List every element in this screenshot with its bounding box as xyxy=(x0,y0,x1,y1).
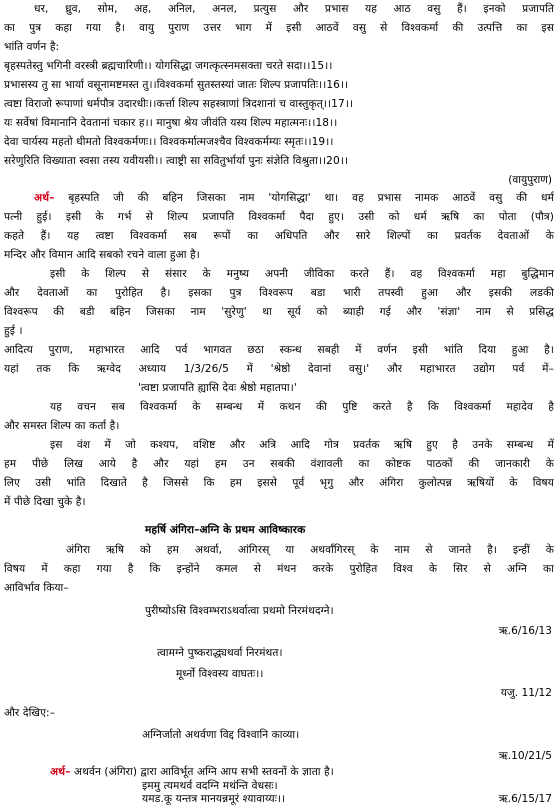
verse-rigveda-10-21-5: अग्निर्जातो अथर्वणा विद्द विश्वानि काव्या। xyxy=(142,729,300,741)
verse-yajur-line-1: त्वामग्ने पुष्कराद्ध्यथर्वा निरमंथत। xyxy=(157,647,283,659)
shloka-19: देवा चार्यस्य महतो धीमतो विश्वकर्मणः।। विश्वकर्मात्मजश्चैव विश्वकर्मम्यः स्मृतः।।19।। xyxy=(4,136,334,148)
meaning-line-7: विश्वरूप की बडी बहिन जिसका नाम 'सुरेणु' था सूर्य को ब्याही गई और 'संज्ञा' नाम से प्रसिद्ध xyxy=(4,306,554,318)
meaning-atharvan: अर्थ– अथर्वन (अंगिरा) द्वारा आविर्भूत अग्नि आप सभी स्तवनों के ज्ञाता है। xyxy=(50,766,334,778)
meaning-line-5: इसी के शिल्प से संसार के मनुष्य अपनी जीविका करते हैं। वह विश्वकर्मा महा बुद्धिमान xyxy=(50,268,554,280)
meaning-line-15: हम पीछे लिख आये है और यहां हम उन सबकी वंशावली का कोष्टक पाठकों की जानकारी के xyxy=(4,458,554,470)
shloka-20: सरेणुरिति विख्याता स्वसा तस्य यवीयसी।। त्वाष्ट्री सा सवितुर्भार्या पुनः संज्ञेति विश्रुता।।20।। xyxy=(4,155,349,167)
meaning-line-4: मन्दिर और विमान आदि सबको रचने वाला हुआ है। xyxy=(4,249,200,261)
verse-rigveda-6-15-17-line-2: यमड.कू यन्तत्र मानयन्नमूरं श्यावाय्यः।। xyxy=(142,793,286,805)
meaning-line-8: हुई । xyxy=(4,325,23,337)
verse-yajur-line-2: मूर्ध्नो विश्वस्य वाघतः।। xyxy=(176,668,264,680)
see-also: और देखिए:– xyxy=(4,707,56,719)
ref-rigveda-6-15-17: ऋ.6/15/17 xyxy=(498,793,552,805)
shloka-17: त्वष्टा विराजो रूपाणां धर्मपौत्र उदारधीः।।कर्त्ता शिल्प सहस्त्राणां त्रिदशानां च वास्तुकृत्।।17।। xyxy=(4,98,354,110)
angira-line-2: विषय में कहा गया है कि इन्होंने कमल से मंथन करके पुरोहित विश्व के सिर से अग्नि का xyxy=(4,563,554,575)
meaning-line-13: और समस्त शिल्प का कर्ता है। xyxy=(4,420,120,432)
meaning-line-9: आदित्य पुराण, महाभारत आदि पर्व भागवत छठा स्कन्ध सबही में वर्णन इसी भांति दिया हुआ है। xyxy=(4,344,554,356)
section-heading: महर्षि अंगिरा–अग्नि के प्रथम आविष्कारक xyxy=(145,524,306,536)
verse-rigveda-6-16-13: पुरीष्योऽसि विश्वम्भराऽथर्वात्वा प्रथमो निरमंथदग्ने। xyxy=(145,605,334,617)
meaning-line-1: अर्थ– बृहस्पति जी की बहिन जिसका नाम 'योगसिद्धा' था। वह प्रभास नामक आठवें वसु की धर्म xyxy=(34,192,554,204)
meaning-line-6: और देवताओं का पुरोहित है। इसका पुत्र विश्वरूप बडा भारी तपस्वी हुआ और इसकी लडकी xyxy=(4,287,554,299)
shloka-18: यः सर्वेषां विमानानि देवतानां चकार ह।। मानुषा श्रेय जीवंति यस्य शिल्प महात्मनः।।18।। xyxy=(4,117,338,129)
meaning-line-2: पत्नी हुई। इसी के गर्भ से शिल्प प्रजापति विश्वकर्मा पैदा हुए। उसी को धर्म ऋषि का पोता (पौत्र) xyxy=(4,211,554,223)
intro-line-3: भांति वर्णन है: xyxy=(4,41,60,53)
meaning-label: अर्थ– xyxy=(34,192,55,204)
intro-line-2: का पुत्र कहा गया है। वायु पुराण उत्तर भाग में इसी आठवें वसु से विश्वकर्मा की उत्पत्ति का इस xyxy=(4,22,554,34)
meaning-line-3: कहते हैं। यह त्वष्टा विश्वकर्मा सब रूपों का अधिपति और सारे शिल्पों का प्रवर्तक देवताओं के xyxy=(4,230,554,242)
ref-yajur-11-12: यजु. 11/12 xyxy=(500,687,552,699)
ref-rigveda-6-16-13: ऋ.6/16/13 xyxy=(498,625,552,637)
source-vayu-purana: (वायुपुराण) xyxy=(508,174,552,186)
intro-line-1: धर, ध्रुव, सोम, अह, अनिल, अनल, प्रत्युस और प्रभास यह आठ वसु हैं। इनको प्रजापति xyxy=(34,3,554,15)
angira-line-3: आविर्भाव किया– xyxy=(4,582,69,594)
mahabharat-quote: 'त्वष्टा प्रजापति ह्यासि देवः श्रेष्ठो महातपा।' xyxy=(138,382,297,394)
verse-rigveda-6-15-17-line-1: इममु त्यमथर्व वदग्नि मथंन्ति वेधसः। xyxy=(142,780,278,792)
meaning-line-16: लिए उसी भांति दिखाते है जिससे कि हम इससे पूर्व भृगु और अंगिरा कुलोत्पन्न ऋषियों के विषय xyxy=(4,477,554,489)
meaning-line-10: यहां तक कि ऋग्वेद अध्याय 1/3/26/5 में 'श्रेष्ठो देवानां वसु।' और महाभारत उद्योग पर्व में– xyxy=(4,363,554,375)
shloka-15: बृहस्पतेस्तु भगिनी वरस्त्री ब्रह्मचारिणी।। योगसिद्धा जगत्कृत्स्नमसक्ता चरते सदा।।15।। xyxy=(4,60,333,72)
shloka-16: प्रभासस्य तु सा भार्या वसूनामष्टमस्त तु।।विश्वकर्मा सुतस्तस्यां जातः शिल्प प्रजापतिः।।16।। xyxy=(4,79,349,91)
angira-line-1: अंगिरा ऋषि को हम अथर्वा, आंगिरस् या अथर्वांगिरस् के नाम से जानते है। इन्हीं के xyxy=(66,544,554,556)
ref-rigveda-10-21-5: ऋ.10/21/5 xyxy=(498,750,552,762)
meaning-line-17: में पीछे दिखा चुके है। xyxy=(4,496,86,508)
meaning-label-2: अर्थ– xyxy=(50,766,71,778)
meaning-line-12: यह वचन सब विश्वकर्मा के सम्बन्ध में कथन की पुष्टि करते है कि विश्वकर्मा महादेव है xyxy=(50,401,554,413)
meaning-line-14: इस वंश में जो कश्यप, वशिष्ट और अत्रि आदि गोत्र प्रवर्तक ऋषि हुए है उनके सम्बन्ध में xyxy=(50,439,554,451)
